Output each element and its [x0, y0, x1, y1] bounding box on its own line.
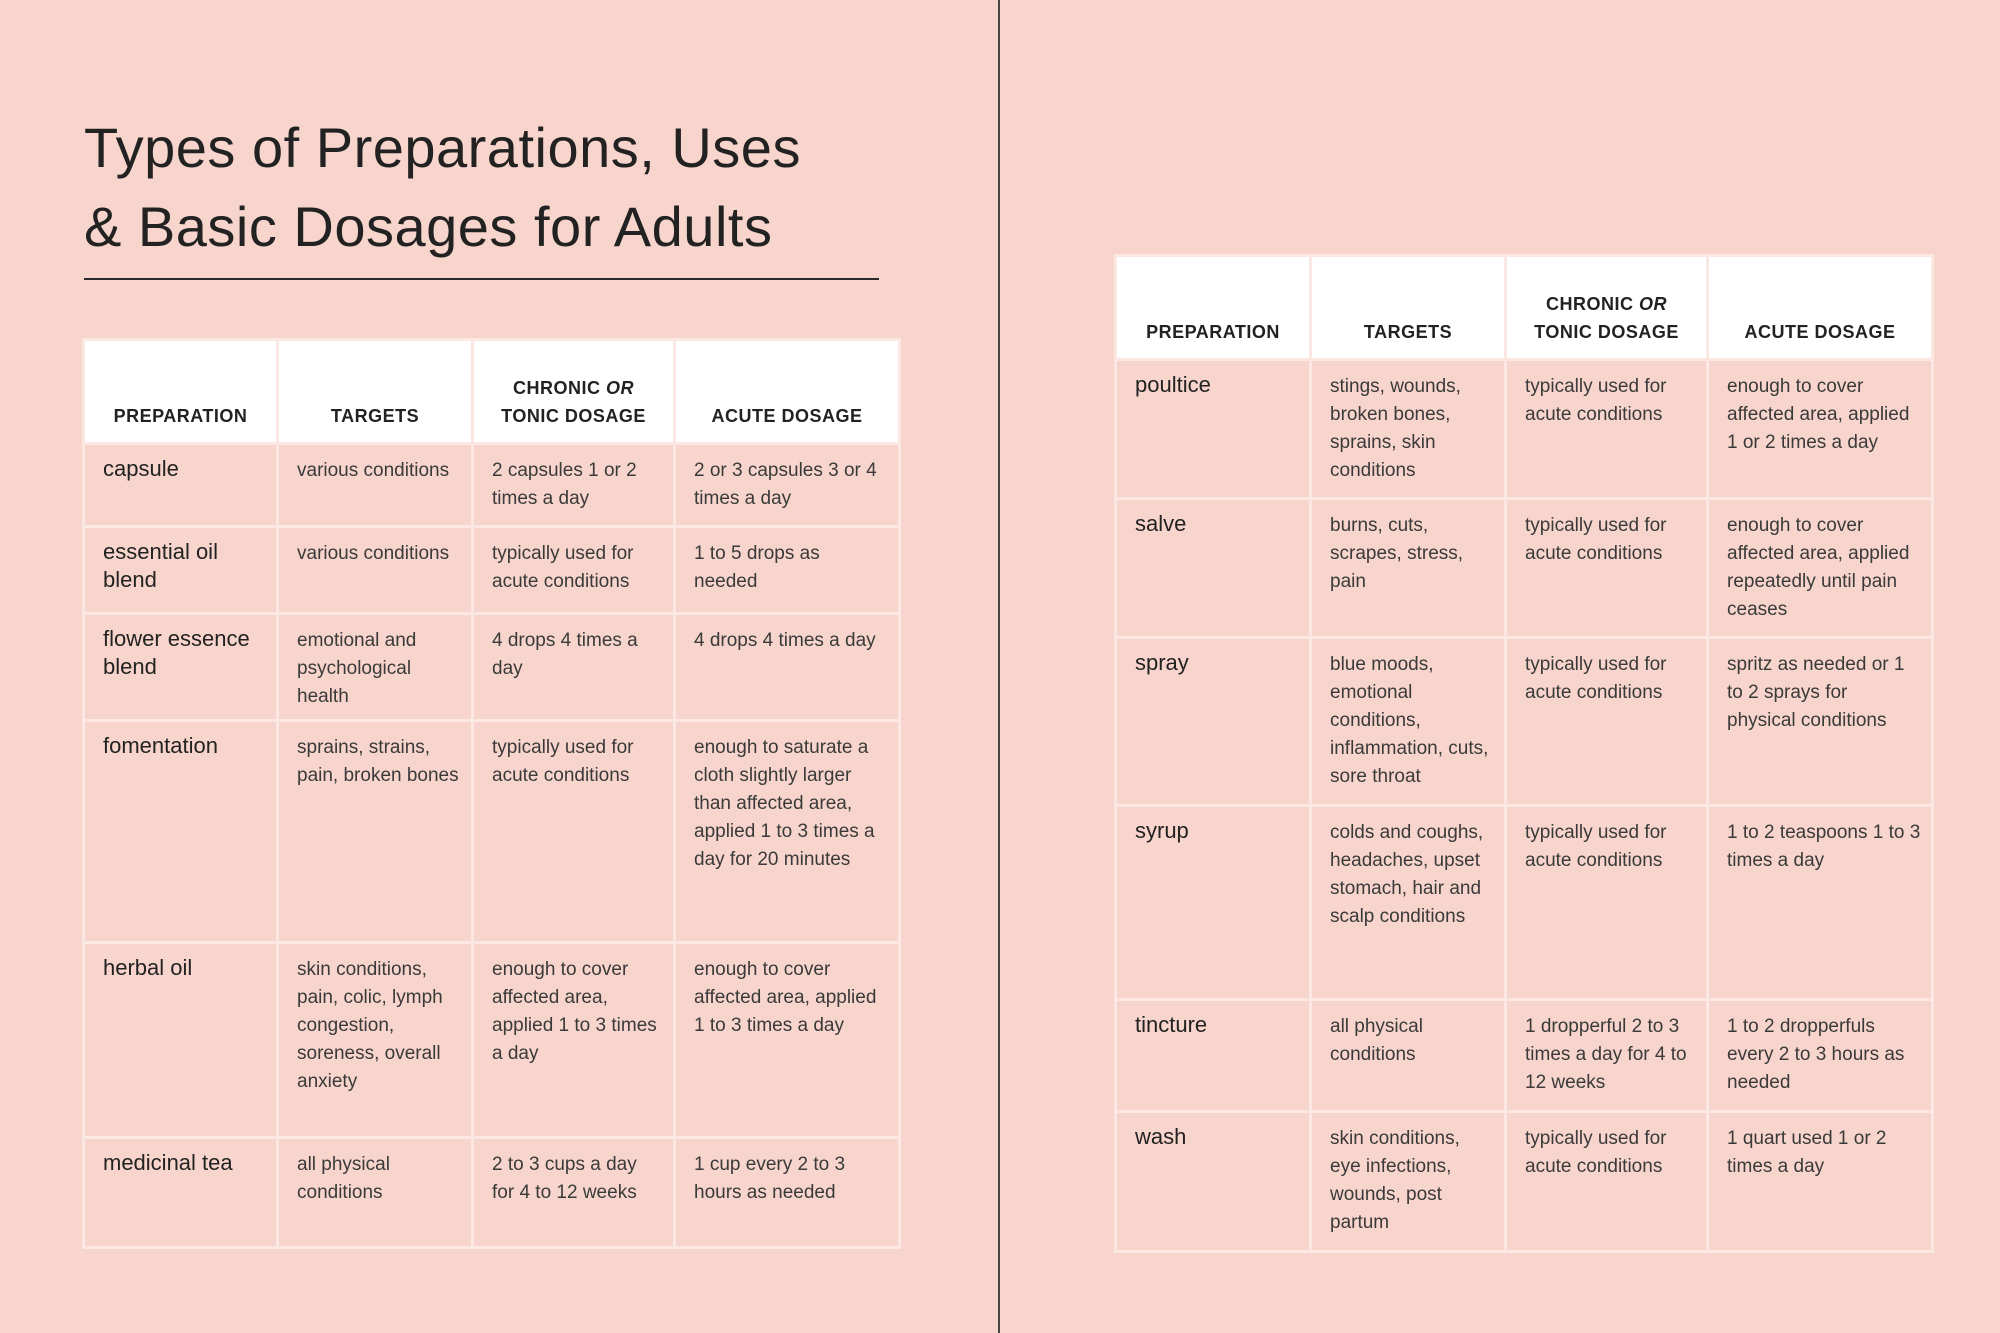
title-divider [84, 278, 879, 280]
header-chronic-word: CHRONIC [1546, 294, 1639, 314]
preparation-cell: essential oil blend [84, 527, 278, 614]
preparation-cell: salve [1116, 499, 1311, 638]
header-preparation: PREPARATION [84, 340, 278, 444]
header-chronic-word: CHRONIC [513, 378, 606, 398]
table-row [1116, 806, 1933, 1000]
dosage-table-right [1114, 254, 1934, 1253]
title-line-2: & Basic Dosages for Adults [84, 195, 773, 258]
acute-dosage-cell: enough to cover affected area, applied 1 or 2 times a day [1708, 360, 1933, 499]
chronic-dosage-cell: typically used for acute conditions [1506, 360, 1708, 499]
header-chronic-dosage [473, 340, 675, 444]
acute-dosage-cell: 1 quart used 1 or 2 times a day [1708, 1112, 1933, 1252]
chronic-dosage-cell: typically used for acute conditions [1506, 638, 1708, 806]
chronic-dosage-cell: typically used for acute conditions [1506, 806, 1708, 1000]
acute-dosage-cell: enough to saturate a cloth slightly larger than affected area, applied 1 to 3 times a day for 20 minutes [675, 721, 900, 943]
targets-cell: all physical conditions [278, 1138, 473, 1248]
preparation-cell: poultice [1116, 360, 1311, 499]
acute-dosage-cell: 1 to 2 dropperfuls every 2 to 3 hours as needed [1708, 1000, 1933, 1112]
preparation-cell: syrup [1116, 806, 1311, 1000]
table-row [1116, 1000, 1933, 1112]
table-header-row [84, 340, 900, 444]
targets-cell: emotional and psychological health [278, 614, 473, 721]
header-acute-dosage: ACUTE DOSAGE [675, 340, 900, 444]
preparation-cell: wash [1116, 1112, 1311, 1252]
table-row [1116, 360, 1933, 499]
preparation-cell: spray [1116, 638, 1311, 806]
chronic-dosage-cell: 2 capsules 1 or 2 times a day [473, 444, 675, 527]
table-row [84, 721, 900, 943]
chronic-dosage-cell: typically used for acute conditions [1506, 499, 1708, 638]
header-chronic-or: OR [606, 378, 634, 398]
table-row [84, 527, 900, 614]
targets-cell: colds and coughs, headaches, upset stomach, hair and scalp conditions [1311, 806, 1506, 1000]
chronic-dosage-cell: typically used for acute conditions [1506, 1112, 1708, 1252]
page-title [84, 108, 944, 266]
table-row [84, 444, 900, 527]
header-preparation: PREPARATION [1116, 256, 1311, 360]
acute-dosage-cell: 1 cup every 2 to 3 hours as needed [675, 1138, 900, 1248]
acute-dosage-cell: 2 or 3 capsules 3 or 4 times a day [675, 444, 900, 527]
targets-cell: skin conditions, eye infections, wounds, post partum [1311, 1112, 1506, 1252]
table-row [1116, 638, 1933, 806]
header-targets: TARGETS [1311, 256, 1506, 360]
acute-dosage-cell: 4 drops 4 times a day [675, 614, 900, 721]
header-tonic-dosage: TONIC DOSAGE [501, 406, 646, 426]
chronic-dosage-cell: typically used for acute conditions [473, 527, 675, 614]
preparation-cell: capsule [84, 444, 278, 527]
targets-cell: sprains, strains, pain, broken bones [278, 721, 473, 943]
header-targets: TARGETS [278, 340, 473, 444]
targets-cell: skin conditions, pain, colic, lymph congestion, soreness, overall anxiety [278, 943, 473, 1138]
targets-cell: various conditions [278, 444, 473, 527]
chronic-dosage-cell: enough to cover affected area, applied 1 to 3 times a day [473, 943, 675, 1138]
dosage-table-left [82, 338, 901, 1249]
page-gutter [998, 0, 1000, 1333]
acute-dosage-cell: 1 to 2 teaspoons 1 to 3 times a day [1708, 806, 1933, 1000]
chronic-dosage-cell: 4 drops 4 times a day [473, 614, 675, 721]
table-header-row [1116, 256, 1933, 360]
table-row [84, 1138, 900, 1248]
acute-dosage-cell: spritz as needed or 1 to 2 sprays for physical conditions [1708, 638, 1933, 806]
header-acute-dosage: ACUTE DOSAGE [1708, 256, 1933, 360]
acute-dosage-cell: enough to cover affected area, applied repeatedly until pain ceases [1708, 499, 1933, 638]
targets-cell: stings, wounds, broken bones, sprains, skin conditions [1311, 360, 1506, 499]
acute-dosage-cell: enough to cover affected area, applied 1 to 3 times a day [675, 943, 900, 1138]
preparation-cell: tincture [1116, 1000, 1311, 1112]
table-row [84, 943, 900, 1138]
preparation-cell: medicinal tea [84, 1138, 278, 1248]
chronic-dosage-cell: 1 dropperful 2 to 3 times a day for 4 to 12 weeks [1506, 1000, 1708, 1112]
preparation-cell: herbal oil [84, 943, 278, 1138]
chronic-dosage-cell: typically used for acute conditions [473, 721, 675, 943]
acute-dosage-cell: 1 to 5 drops as needed [675, 527, 900, 614]
table-row [1116, 499, 1933, 638]
preparation-cell: flower essence blend [84, 614, 278, 721]
header-chronic-or: OR [1639, 294, 1667, 314]
title-line-1: Types of Preparations, Uses [84, 116, 801, 179]
chronic-dosage-cell: 2 to 3 cups a day for 4 to 12 weeks [473, 1138, 675, 1248]
preparation-cell: fomentation [84, 721, 278, 943]
header-chronic-dosage [1506, 256, 1708, 360]
table-row [1116, 1112, 1933, 1252]
table-row [84, 614, 900, 721]
targets-cell: various conditions [278, 527, 473, 614]
targets-cell: all physical conditions [1311, 1000, 1506, 1112]
header-tonic-dosage: TONIC DOSAGE [1534, 322, 1679, 342]
targets-cell: burns, cuts, scrapes, stress, pain [1311, 499, 1506, 638]
targets-cell: blue moods, emotional conditions, inflammation, cuts, sore throat [1311, 638, 1506, 806]
